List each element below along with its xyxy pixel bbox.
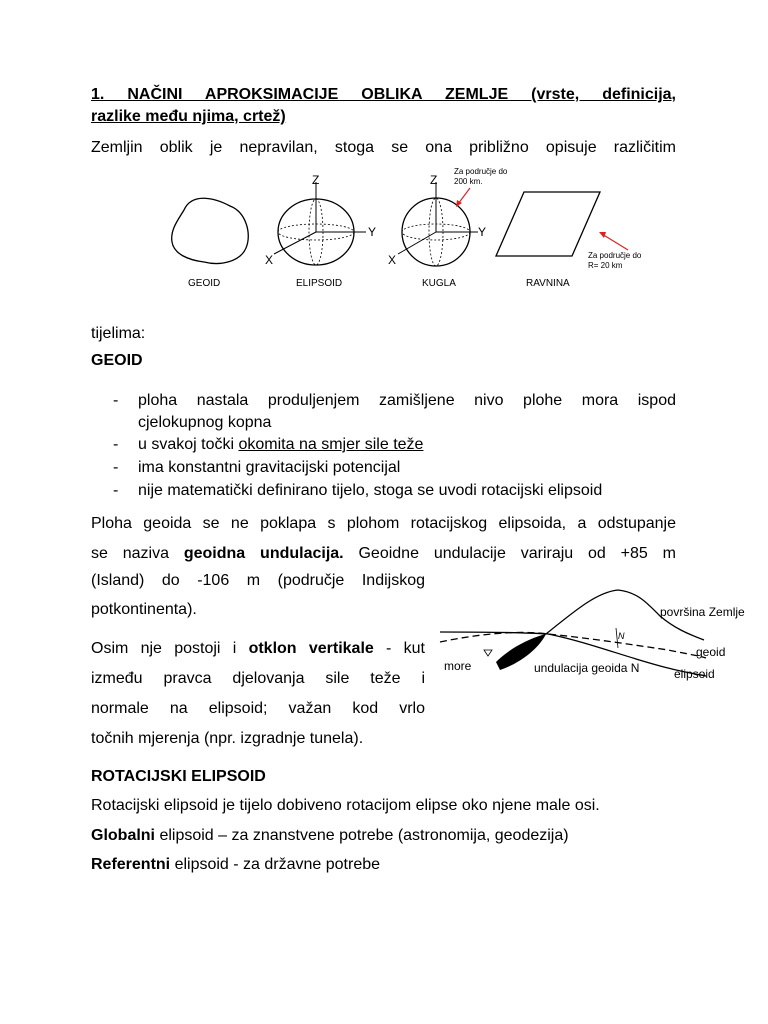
undulation-figure bbox=[438, 578, 756, 694]
geoid-line bbox=[440, 632, 706, 658]
geoid-shape bbox=[172, 198, 249, 263]
para2-line-3: normale na elipsoid; važan kod vrlo bbox=[91, 700, 425, 717]
label-geoid-curve: geoid bbox=[696, 645, 726, 659]
bullet-2-underlined: okomita na smjer sile teže bbox=[238, 436, 424, 453]
sphere-axis-z: Z bbox=[430, 173, 438, 187]
para1-line-2-post: Geoidne undulacije variraju od +85 m bbox=[343, 545, 676, 562]
bullet-dash-1: - bbox=[113, 392, 119, 409]
section-title-line-2: razlike među njima, crtež) bbox=[91, 108, 286, 125]
label-undulation: undulacija geoida N bbox=[534, 661, 640, 675]
label-ellipsoid-curve: elipsoid bbox=[674, 667, 715, 681]
bullet-2-prefix: u svakoj točki bbox=[138, 436, 239, 453]
note-top-line-2: 200 km. bbox=[454, 177, 483, 186]
para2-line-2: između pravca djelovanja sile teže i bbox=[91, 670, 425, 687]
note-bottom-line-1: Za područje do bbox=[588, 251, 642, 260]
reference-rest: elipsoid - za državne potrebe bbox=[170, 856, 381, 873]
para1-line-2-bold: geoidna undulacija. bbox=[183, 545, 344, 562]
label-n: N bbox=[618, 631, 625, 641]
ellipsoid-axis-x: X bbox=[265, 253, 274, 267]
note-top-line-1: Za područje do bbox=[454, 167, 508, 176]
para2-line-1-pre: Osim nje postoji i bbox=[91, 640, 249, 657]
label-geoid: GEOID bbox=[188, 278, 221, 289]
ellipsoid-axis-y: Y bbox=[368, 225, 377, 239]
para2-line-1-bold: otklon vertikale bbox=[248, 640, 374, 657]
bullet-2 bbox=[138, 436, 676, 454]
note-bottom-line-2: R= 20 km bbox=[588, 261, 623, 270]
ellipsoid-drawing bbox=[274, 182, 366, 265]
sphere-axis-y: Y bbox=[478, 225, 487, 239]
bullet-4: nije matematički definirano tijelo, stoga se uvodi rotacijski elipsoid bbox=[138, 482, 603, 499]
bullet-1-line-1: ploha nastala produljenjem zamišljene nivo plohe mora ispod bbox=[138, 392, 676, 409]
label-sphere: KUGLA bbox=[422, 278, 456, 289]
ellipsoid-line-2 bbox=[91, 827, 676, 845]
ellipsoid-line-3 bbox=[91, 856, 676, 874]
geoid-heading: GEOID bbox=[91, 352, 143, 369]
bullet-dash-3: - bbox=[113, 459, 119, 476]
para2-line-1-post: - kut bbox=[373, 640, 425, 657]
label-plane: RAVNINA bbox=[526, 278, 570, 289]
shapes-figure bbox=[160, 162, 660, 298]
para2-line-1 bbox=[91, 640, 425, 658]
para1-line-3: (Island) do -106 m (područje Indijskog bbox=[91, 572, 425, 589]
plane-shape bbox=[496, 192, 600, 256]
ellipsoid-axis-z: Z bbox=[312, 173, 320, 187]
intro-line-1: Zemljin oblik je nepravilan, stoga se ona približno opisuje različitim bbox=[91, 139, 676, 156]
intro-line-2: tijelima: bbox=[91, 325, 146, 342]
global-label: Globalni bbox=[91, 827, 155, 844]
bullet-3: ima konstantni gravitacijski potencijal bbox=[138, 459, 401, 476]
bullet-dash-4: - bbox=[113, 482, 119, 499]
sphere-drawing bbox=[398, 182, 478, 266]
global-rest: elipsoid – za znanstvene potrebe (astronomija, geodezija) bbox=[155, 827, 569, 844]
ellipsoid-heading: ROTACIJSKI ELIPSOID bbox=[91, 768, 266, 785]
sphere-axis-x: X bbox=[388, 253, 397, 267]
label-sea: more bbox=[444, 659, 472, 673]
para1-line-2 bbox=[91, 545, 676, 563]
para1-line-2-pre: se naziva bbox=[91, 545, 184, 562]
para1-line-4: potkontinenta). bbox=[91, 601, 197, 618]
para1-line-1: Ploha geoida se ne poklapa s plohom rotacijskog elipsoida, a odstupanje bbox=[91, 515, 676, 532]
reference-label: Referentni bbox=[91, 856, 171, 873]
label-ellipsoid: ELIPSOID bbox=[296, 278, 343, 289]
bullet-1-line-2: cjelokupnog kopna bbox=[138, 414, 272, 431]
ellipsoid-line-1: Rotacijski elipsoid je tijelo dobiveno rotacijom elipse oko njene male osi. bbox=[91, 797, 600, 814]
label-surface: površina Zemlje bbox=[660, 605, 745, 619]
section-title-line-1: 1. NAČINI APROKSIMACIJE OBLIKA ZEMLJE (vrste, definicija, bbox=[91, 86, 676, 103]
bullet-dash-2: - bbox=[113, 436, 119, 453]
para2-line-4: točnih mjerenja (npr. izgradnje tunela). bbox=[91, 730, 364, 747]
